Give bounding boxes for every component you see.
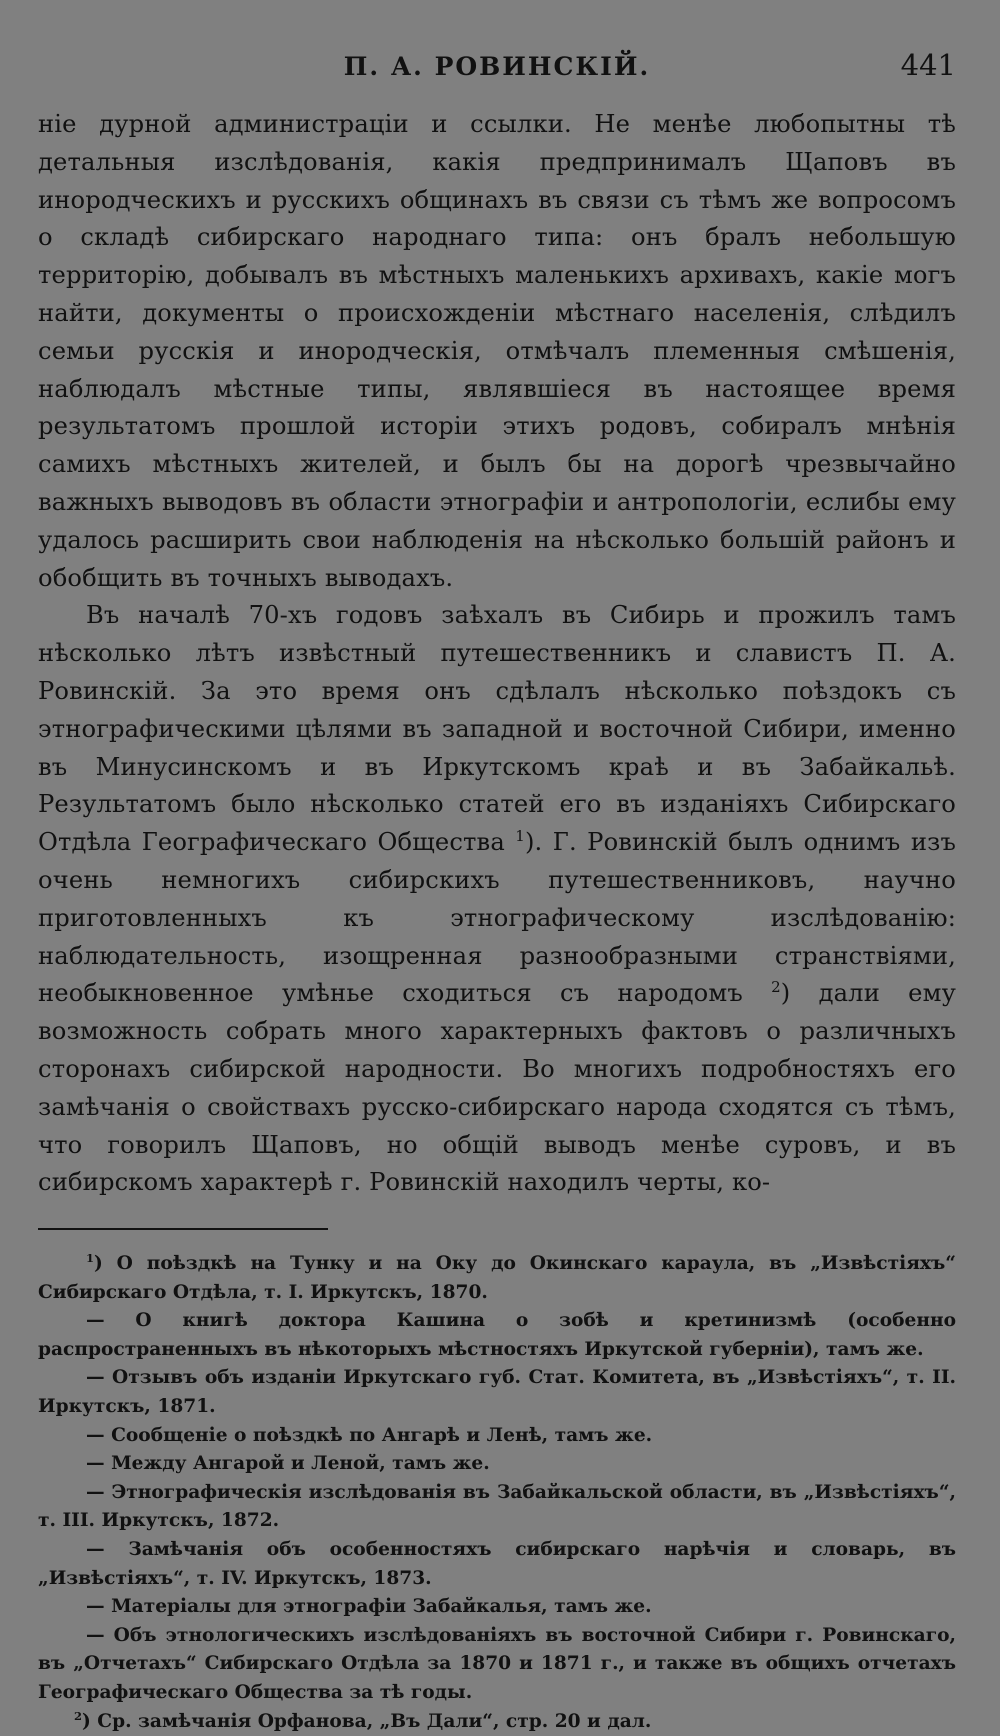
footnote [38,1364,956,1421]
footnotes [38,1250,956,1736]
footnote-marker: 1 [86,1250,95,1265]
footnote-text: — Объ этнологическихъ изслѣдованіяхъ въ восточной Сибири г. Ровинскаго, въ „Отчетахъ“ Сибирскаго Отдѣла за 1870 и 1871 г., и также въ общихъ отчетахъ Географическаго Общества за тѣ годы. [38,1624,956,1704]
footnote [38,1708,956,1736]
footnote [38,1450,956,1479]
footnote-text: — Этнографическія изслѣдованія въ Забайкальской области, въ „Извѣстіяхъ“, т. III. Иркутскъ, 1872. [38,1481,956,1532]
main-text [38,106,956,1202]
paragraph-rovinsky [38,597,956,1202]
footnote-text: ) Ср. замѣчанія Орфанова, „Въ Дали“, стр. 20 и дал. [82,1710,652,1732]
paragraph-continued: ніе дурной администраціи и ссылки. Не менѣе любопытны тѣ детальныя изслѣдованія, какія предпринималъ Щаповъ въ инородческихъ и русскихъ общинахъ въ связи съ тѣмъ же вопросомъ о складѣ сибирскаго народнаго типа: онъ бралъ небольшую территорію, добывалъ въ мѣстныхъ маленькихъ архивахъ, какіе могъ найти, документы о происхожденіи мѣстнаго населенія, слѣдилъ семьи русскія и инородческія, отмѣчалъ племенныя смѣшенія, наблюдалъ мѣстные типы, являвшіеся въ настоящее время результатомъ прошлой исторіи этихъ родовъ, собиралъ мнѣнія самихъ мѣстныхъ жителей, и былъ бы на дорогѣ чрезвычайно важныхъ выводовъ въ области этнографіи и антропологіи, еслибы ему удалось расширить свои наблюденія на нѣсколько большій районъ и обобщить въ точныхъ выводахъ. [38,110,956,592]
footnote [38,1479,956,1536]
footnote [38,1622,956,1708]
footnote-text: ) О поѣздкѣ на Тунку и на Оку до Окинскаго караула, въ „Извѣстіяхъ“ Сибирскаго Отдѣла, т. I. Иркутскъ, 1870. [38,1253,956,1303]
footnote [38,1593,956,1622]
footnote-text: — Отзывъ объ изданіи Иркутскаго губ. Стат. Комитета, въ „Извѣстіяхъ“, т. II. Иркутскъ, 1871. [38,1367,956,1418]
footnote-text: — Между Ангарой и Леной, тамъ же. [86,1453,490,1475]
footnote [38,1536,956,1593]
paragraph-text-part: ). Г. Ровинскій былъ однимъ изъ очень немногихъ сибирскихъ путешественниковъ, научно приготовленныхъ къ этнографическому изслѣдованію: наблюдательность, изощренная разнообразными странствіями, необыкновенное умѣнье сходиться съ народомъ [38,828,956,1008]
footnote-ref-2: 2 [771,978,781,997]
footnote-ref-1: 1 [515,827,525,846]
page-number: 441 [900,48,956,82]
footnote-marker: 2 [74,1708,83,1723]
book-page [38,44,956,1736]
footnote [38,1307,956,1364]
paragraph-text-part: ) дали ему возможность собрать много характерныхъ фактовъ о различныхъ сторонахъ сибирской народности. Во многихъ подробностяхъ его замѣчанія о свойствахъ русско-сибирскаго народа сходятся съ тѣмъ, что говорилъ Щаповъ, но общій выводъ менѣе суровъ, и въ сибирскомъ характерѣ г. Ровинскій находилъ черты, ко- [38,979,956,1197]
running-head [38,44,956,84]
footnote-text: — Замѣчанія объ особенностяхъ сибирскаго нарѣчія и словарь, въ „Извѣстіяхъ“, т. IV. Иркутскъ, 1873. [38,1539,956,1589]
footnote-text: — Матеріалы для этнографіи Забайкалья, тамъ же. [86,1596,652,1618]
footnote-text: — Сообщеніе о поѣздкѣ по Ангарѣ и Ленѣ, тамъ же. [86,1424,653,1446]
footnote [38,1250,956,1307]
paragraph-text-part: Въ началѣ 70-хъ годовъ заѣхалъ въ Сибирь и прожилъ тамъ нѣсколько лѣтъ извѣстный путешественникъ и славистъ П. А. Ровинскій. За это время онъ сдѣлалъ нѣсколько поѣздокъ съ этнографическими цѣлями въ западной и восточной Сибири, именно въ Минусинскомъ и въ Иркутскомъ краѣ и въ Забайкальѣ. Результатомъ было нѣсколько статей его въ изданіяхъ Сибирскаго Отдѣла Географическаго Общества [38,601,956,857]
footnote-separator [38,1228,328,1230]
footnote-text: — О книгѣ доктора Кашина о зобѣ и кретинизмѣ (особенно распространенныхъ въ нѣкоторыхъ мѣстностяхъ Иркутской губерніи), тамъ же. [38,1310,956,1360]
running-title: П. А. РОВИНСКІЙ. [343,52,651,81]
footnote [38,1422,956,1451]
